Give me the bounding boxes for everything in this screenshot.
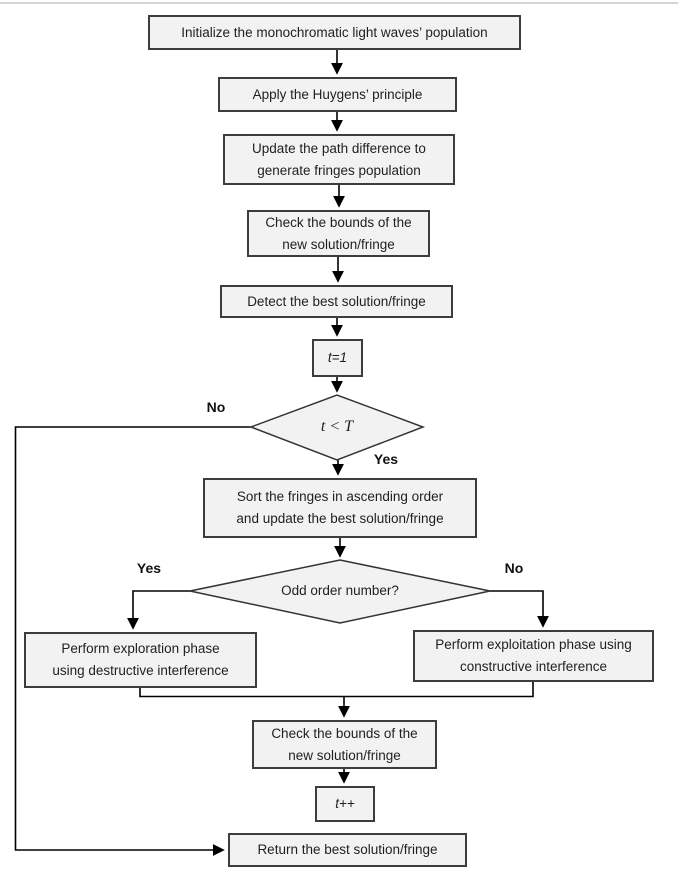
node-label: Return the best solution/fringe xyxy=(257,842,438,857)
node-label-line: constructive interference xyxy=(459,659,608,674)
node-label-line: using destructive interference xyxy=(52,663,229,678)
node-initialize-population xyxy=(148,15,521,50)
node-label-line: generate fringes population xyxy=(257,162,421,178)
odd-decision-label: Odd order number? xyxy=(281,583,399,598)
node-label-line: and update the best solution/fringe xyxy=(236,511,444,526)
odd-no-label: No xyxy=(504,560,524,576)
node-label-line: Sort the fringes in ascending order xyxy=(236,489,444,504)
loop-no-label: No xyxy=(206,399,226,415)
node-label: Initialize the monochromatic light waves’ population xyxy=(181,24,488,40)
node-t-equals-1 xyxy=(312,339,363,377)
node-label: t=1 xyxy=(327,350,348,365)
edge-odd-no-to-exploitation xyxy=(490,591,543,626)
node-sort-fringes xyxy=(203,478,477,538)
edge-exploitation-merge xyxy=(344,682,533,697)
node-apply-huygens xyxy=(218,77,457,112)
node-detect-best-solution xyxy=(220,285,453,318)
node-label-line: new solution/fringe xyxy=(282,236,395,252)
node-label-line: new solution/fringe xyxy=(288,747,401,763)
node-exploitation-phase xyxy=(413,630,654,682)
node-exploration-phase xyxy=(24,632,257,688)
node-t-increment xyxy=(315,786,375,822)
node-label-line: Check the bounds of the xyxy=(265,214,412,230)
node-label-line: Update the path difference to xyxy=(252,140,426,156)
node-label-line: Perform exploration phase xyxy=(61,641,220,656)
node-label: t++ xyxy=(335,796,355,811)
node-label-line: Perform exploitation phase using xyxy=(435,637,632,652)
node-label: Apply the Huygens’ principle xyxy=(252,86,423,102)
edge-odd-yes-to-exploration xyxy=(133,591,190,628)
node-update-path-difference xyxy=(223,134,455,185)
node-check-bounds-2 xyxy=(252,720,437,769)
odd-yes-label: Yes xyxy=(136,560,162,576)
node-label: Detect the best solution/fringe xyxy=(247,293,426,309)
node-check-bounds-1 xyxy=(247,210,430,257)
edge-exploration-merge xyxy=(140,688,344,697)
node-label-line: Check the bounds of the xyxy=(271,725,418,741)
node-return-best-solution xyxy=(228,833,467,867)
loop-yes-label: Yes xyxy=(373,451,399,467)
loop-decision-label: t < T xyxy=(320,418,354,435)
